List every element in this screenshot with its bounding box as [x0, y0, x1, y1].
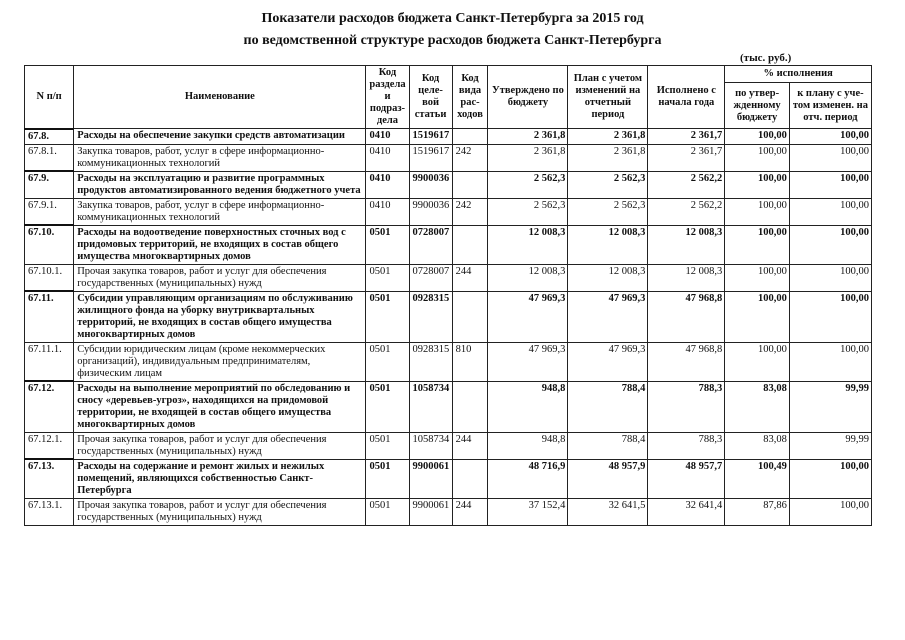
cell-kind — [452, 225, 488, 264]
cell-article: 0928315 — [409, 291, 452, 342]
cell-article: 0728007 — [409, 264, 452, 291]
cell-plan: 788,4 — [568, 432, 648, 459]
cell-executed: 32 641,4 — [648, 498, 725, 525]
cell-num: 67.11. — [25, 291, 74, 342]
cell-name: Субсидии управляющим организациям по обслуживанию жилищного фонда на уборку внутриквартальных территорий, не входящих в состав общего имущества многоквартирных домов — [74, 291, 366, 342]
cell-num: 67.13.1. — [25, 498, 74, 525]
table-row — [25, 342, 872, 381]
header-section: Код раздела и подраз-дела — [366, 66, 409, 129]
cell-plan: 47 969,3 — [568, 342, 648, 381]
cell-section: 0410 — [366, 198, 409, 225]
cell-approved: 47 969,3 — [488, 291, 568, 342]
cell-num: 67.13. — [25, 459, 74, 498]
header-article: Код целе-вой статьи — [409, 66, 452, 129]
cell-executed: 12 008,3 — [648, 225, 725, 264]
cell-section: 0410 — [366, 129, 409, 145]
cell-article: 1058734 — [409, 381, 452, 432]
header-kind: Код вида рас-ходов — [452, 66, 488, 129]
cell-section: 0501 — [366, 432, 409, 459]
cell-pct-approved: 100,00 — [725, 198, 790, 225]
cell-approved: 12 008,3 — [488, 264, 568, 291]
cell-num: 67.12.1. — [25, 432, 74, 459]
cell-plan: 2 562,3 — [568, 198, 648, 225]
cell-pct-approved: 100,00 — [725, 171, 790, 198]
cell-pct-plan: 100,00 — [789, 129, 871, 145]
cell-article: 1519617 — [409, 129, 452, 145]
header-percent: % исполнения — [725, 66, 872, 83]
cell-name: Закупка товаров, работ, услуг в сфере информационно-коммуникационных технологий — [74, 198, 366, 225]
cell-section: 0501 — [366, 264, 409, 291]
header-executed: Исполнено с начала года — [648, 66, 725, 129]
cell-name: Закупка товаров, работ, услуг в сфере информационно-коммуникационных технологий — [74, 144, 366, 171]
cell-executed: 788,3 — [648, 381, 725, 432]
cell-pct-plan: 100,00 — [789, 171, 871, 198]
cell-name: Расходы на эксплуатацию и развитие программных продуктов автоматизированного ведения бюджетного учета — [74, 171, 366, 198]
cell-article: 0928315 — [409, 342, 452, 381]
cell-executed: 47 968,8 — [648, 342, 725, 381]
cell-name: Расходы на водоотведение поверхностных сточных вод с придомовых территорий, не входящих в состав общего имущества многоквартирных домов — [74, 225, 366, 264]
cell-article: 9900061 — [409, 459, 452, 498]
cell-kind: 244 — [452, 432, 488, 459]
document-title-line2: по ведомственной структуре расходов бюджета Санкт-Петербурга — [243, 33, 662, 48]
document-title-line1: Показатели расходов бюджета Санкт-Петербурга за 2015 год — [261, 11, 644, 26]
header-name: Наименование — [74, 66, 366, 129]
cell-plan: 2 361,8 — [568, 129, 648, 145]
cell-kind — [452, 381, 488, 432]
table-row — [25, 171, 872, 198]
cell-executed: 48 957,7 — [648, 459, 725, 498]
cell-name: Прочая закупка товаров, работ и услуг для обеспечения государственных (муниципальных) нужд — [74, 498, 366, 525]
table-row — [25, 198, 872, 225]
cell-article: 9900061 — [409, 498, 452, 525]
cell-executed: 788,3 — [648, 432, 725, 459]
cell-pct-plan: 100,00 — [789, 498, 871, 525]
cell-num: 67.11.1. — [25, 342, 74, 381]
cell-pct-approved: 100,00 — [725, 291, 790, 342]
units-label: (тыс. руб.) — [740, 52, 792, 64]
cell-num: 67.8. — [25, 129, 74, 145]
cell-pct-approved: 87,86 — [725, 498, 790, 525]
cell-pct-approved: 83,08 — [725, 381, 790, 432]
cell-section: 0501 — [366, 291, 409, 342]
cell-executed: 2 361,7 — [648, 144, 725, 171]
cell-section: 0501 — [366, 342, 409, 381]
cell-approved: 37 152,4 — [488, 498, 568, 525]
cell-executed: 2 361,7 — [648, 129, 725, 145]
table-row — [25, 144, 872, 171]
cell-article: 9900036 — [409, 198, 452, 225]
table-row — [25, 129, 872, 145]
cell-name: Расходы на обеспечение закупки средств автоматизации — [74, 129, 366, 145]
cell-plan: 48 957,9 — [568, 459, 648, 498]
cell-pct-plan: 99,99 — [789, 381, 871, 432]
cell-executed: 2 562,2 — [648, 198, 725, 225]
cell-pct-plan: 100,00 — [789, 144, 871, 171]
cell-approved: 2 361,8 — [488, 144, 568, 171]
cell-plan: 47 969,3 — [568, 291, 648, 342]
cell-approved: 2 361,8 — [488, 129, 568, 145]
cell-executed: 12 008,3 — [648, 264, 725, 291]
cell-pct-approved: 100,00 — [725, 264, 790, 291]
cell-pct-plan: 100,00 — [789, 342, 871, 381]
cell-article: 9900036 — [409, 171, 452, 198]
cell-approved: 47 969,3 — [488, 342, 568, 381]
cell-article: 1519617 — [409, 144, 452, 171]
table-row — [25, 432, 872, 459]
cell-plan: 32 641,5 — [568, 498, 648, 525]
cell-approved: 48 716,9 — [488, 459, 568, 498]
cell-num: 67.9. — [25, 171, 74, 198]
cell-pct-plan: 100,00 — [789, 459, 871, 498]
cell-approved: 2 562,3 — [488, 198, 568, 225]
cell-pct-approved: 100,00 — [725, 225, 790, 264]
cell-num: 67.12. — [25, 381, 74, 432]
cell-section: 0501 — [366, 225, 409, 264]
header-num: N п/п — [25, 66, 74, 129]
cell-name: Прочая закупка товаров, работ и услуг для обеспечения государственных (муниципальных) нужд — [74, 432, 366, 459]
header-approved: Утверждено по бюджету — [488, 66, 568, 129]
cell-kind — [452, 171, 488, 198]
cell-plan: 12 008,3 — [568, 225, 648, 264]
header-plan: План с учетом изменений на отчетный период — [568, 66, 648, 129]
cell-name: Прочая закупка товаров, работ и услуг для обеспечения государственных (муниципальных) нужд — [74, 264, 366, 291]
cell-pct-plan: 100,00 — [789, 264, 871, 291]
cell-num: 67.8.1. — [25, 144, 74, 171]
cell-pct-plan: 99,99 — [789, 432, 871, 459]
cell-article: 0728007 — [409, 225, 452, 264]
cell-kind — [452, 129, 488, 145]
cell-section: 0501 — [366, 498, 409, 525]
cell-approved: 12 008,3 — [488, 225, 568, 264]
table-row — [25, 291, 872, 342]
cell-executed: 47 968,8 — [648, 291, 725, 342]
header-pct-plan: к плану с уче-том изменен. на отч. период — [789, 83, 871, 129]
budget-table — [24, 65, 872, 526]
cell-pct-plan: 100,00 — [789, 198, 871, 225]
cell-kind — [452, 291, 488, 342]
table-row — [25, 498, 872, 525]
table-row — [25, 264, 872, 291]
header-pct-approved: по утвер-жденному бюджету — [725, 83, 790, 129]
cell-section: 0410 — [366, 171, 409, 198]
cell-pct-approved: 100,49 — [725, 459, 790, 498]
cell-pct-approved: 100,00 — [725, 129, 790, 145]
cell-plan: 2 361,8 — [568, 144, 648, 171]
cell-num: 67.10. — [25, 225, 74, 264]
cell-kind: 244 — [452, 264, 488, 291]
cell-kind: 810 — [452, 342, 488, 381]
table-row — [25, 459, 872, 498]
cell-kind — [452, 459, 488, 498]
table-row — [25, 381, 872, 432]
cell-approved: 2 562,3 — [488, 171, 568, 198]
cell-section: 0410 — [366, 144, 409, 171]
cell-name: Расходы на содержание и ремонт жилых и нежилых помещений, являющихся собственностью Санкт-Петербурга — [74, 459, 366, 498]
cell-article: 1058734 — [409, 432, 452, 459]
cell-pct-approved: 100,00 — [725, 342, 790, 381]
cell-section: 0501 — [366, 459, 409, 498]
cell-kind: 242 — [452, 144, 488, 171]
cell-pct-plan: 100,00 — [789, 291, 871, 342]
table-row — [25, 225, 872, 264]
cell-executed: 2 562,2 — [648, 171, 725, 198]
cell-name: Субсидии юридическим лицам (кроме некоммерческих организаций), индивидуальным предпринимателям, физическим лицам — [74, 342, 366, 381]
cell-section: 0501 — [366, 381, 409, 432]
cell-plan: 12 008,3 — [568, 264, 648, 291]
cell-num: 67.9.1. — [25, 198, 74, 225]
table-body — [25, 129, 872, 526]
cell-num: 67.10.1. — [25, 264, 74, 291]
cell-pct-plan: 100,00 — [789, 225, 871, 264]
cell-approved: 948,8 — [488, 381, 568, 432]
cell-kind: 242 — [452, 198, 488, 225]
cell-kind: 244 — [452, 498, 488, 525]
cell-plan: 2 562,3 — [568, 171, 648, 198]
cell-pct-approved: 83,08 — [725, 432, 790, 459]
cell-name: Расходы на выполнение мероприятий по обследованию и сносу «деревьев-угроз», находящихся на придомовой территории, не входящей в состав общего имущества многоквартирных домов — [74, 381, 366, 432]
cell-plan: 788,4 — [568, 381, 648, 432]
cell-pct-approved: 100,00 — [725, 144, 790, 171]
cell-approved: 948,8 — [488, 432, 568, 459]
